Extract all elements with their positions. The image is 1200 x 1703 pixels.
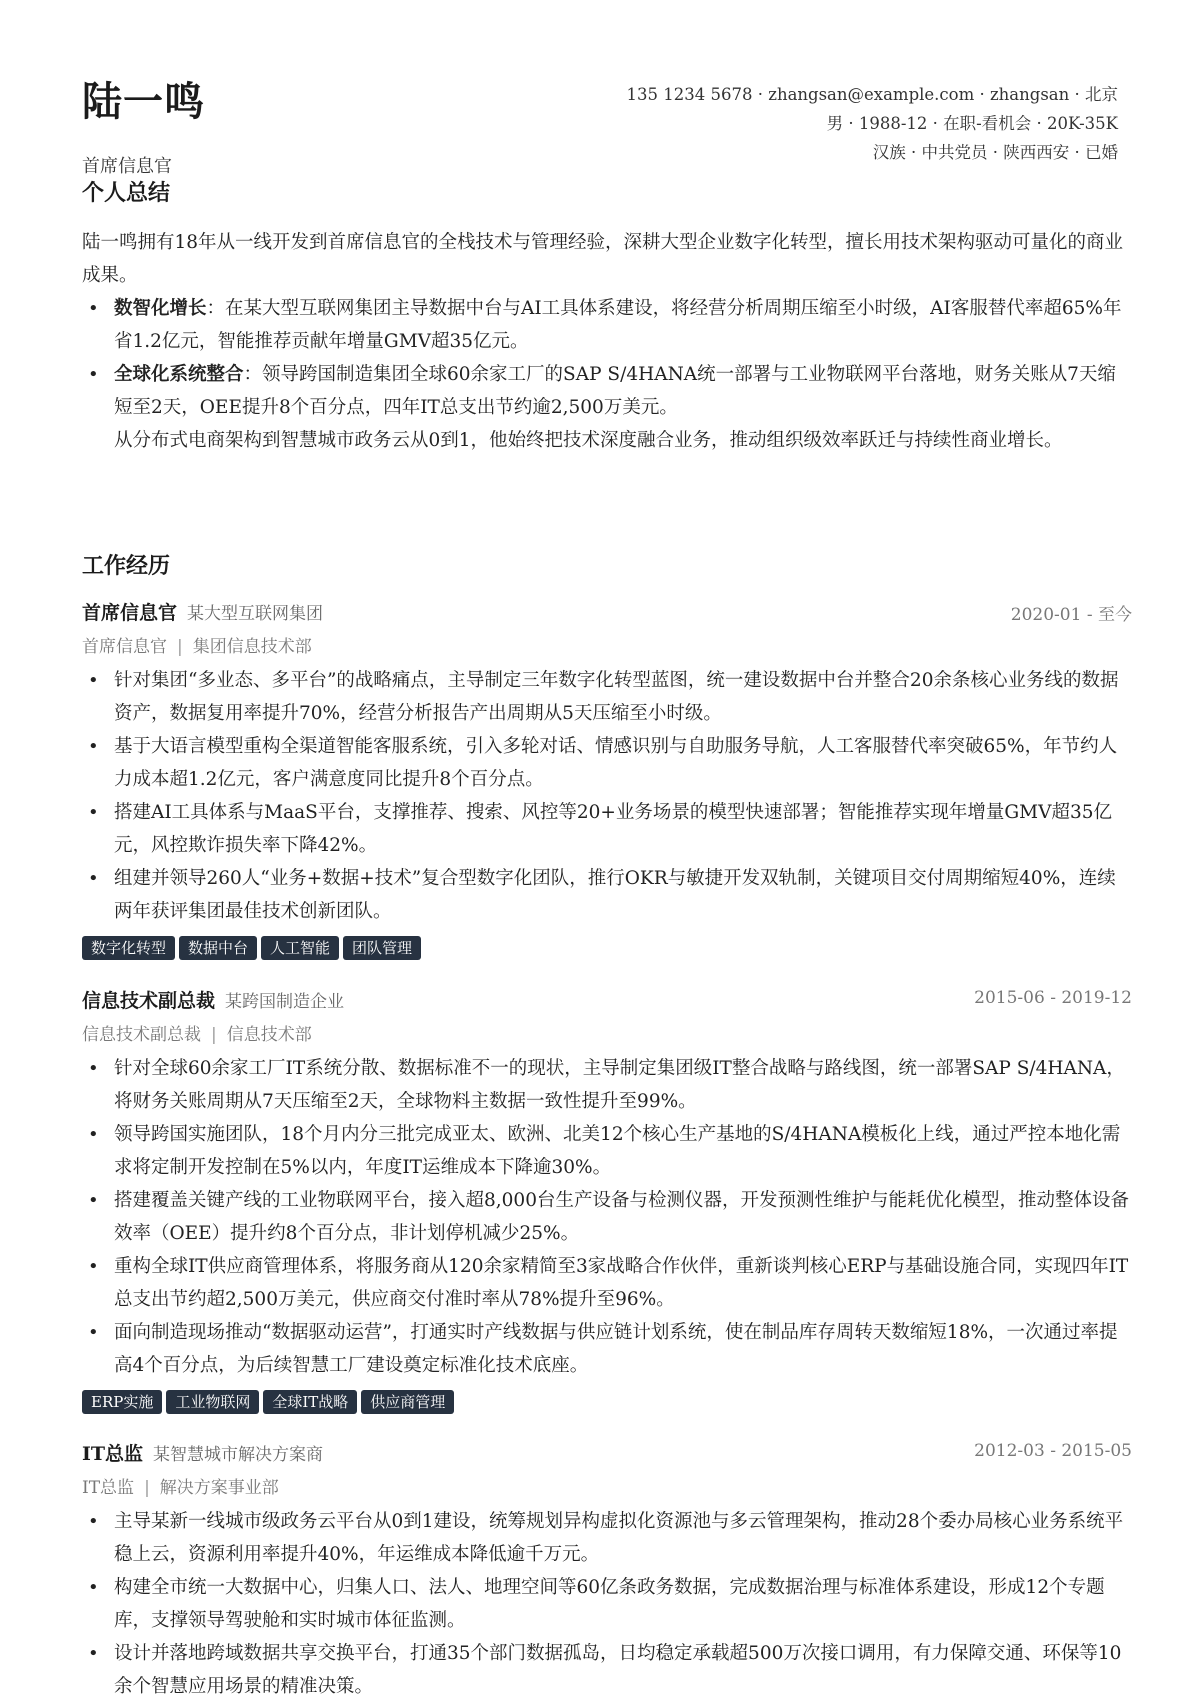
job-department: 集团信息技术部: [192, 637, 312, 657]
job-header: [82, 986, 1132, 1018]
job-bullet: • 重构全球IT供应商管理体系，将服务商从120余家精简至3家战略合作伙伴，重新谈判核心ERP与基础设施合同，实现四年IT总支出节约超2,500万美元，供应商交付准时率从78%提升至96%。: [82, 1250, 1132, 1316]
job-date: 2020-01 - 至今: [1010, 605, 1132, 625]
skill-tag: 团队管理: [343, 936, 421, 960]
bullet-label: 全球化系统整合: [114, 364, 244, 385]
skill-tag: 数据中台: [179, 936, 257, 960]
work-heading: 工作经历: [82, 553, 171, 579]
job-bullet: • 搭建覆盖关键产线的工业物联网平台，接入超8,000台生产设备与检测仪器，开发预测性维护与能耗优化模型，推动整体设备效率（OEE）提升约8个百分点，非计划停机减少25%。: [82, 1184, 1132, 1250]
summary-bullets: [82, 292, 1132, 424]
candidate-name: 陆一鸣: [82, 78, 205, 125]
contact-line: 汉族 · 中共党员 · 陕西西安 · 已婚: [872, 143, 1118, 162]
contact-info: [627, 80, 1118, 167]
summary-bullet: [82, 358, 1132, 424]
job-role: 信息技术副总裁: [82, 1025, 201, 1045]
skill-tag: 供应商管理: [361, 1390, 454, 1414]
separator: |: [144, 1478, 150, 1498]
separator: |: [177, 637, 183, 657]
skill-tag: 数字化转型: [82, 936, 175, 960]
job-date: 2015-06 - 2019-12: [974, 988, 1132, 1008]
skill-tag: 全球IT战略: [263, 1390, 357, 1414]
job-bullet: • 领导跨国实施团队，18个月内分三批完成亚太、欧洲、北美12个核心生产基地的S/4HANA模板化上线，通过严控本地化需求将定制开发控制在5%以内，年度IT运维成本下降逾30%。: [82, 1118, 1132, 1184]
job-bullet: • 组建并领导260人“业务+数据+技术”复合型数字化团队，推行OKR与敏捷开发双轨制，关键项目交付周期缩短40%，连续两年获评集团最佳技术创新团队。: [82, 862, 1132, 928]
separator: |: [211, 1025, 217, 1045]
job-header: [82, 598, 1132, 630]
job-entry: [82, 986, 1132, 1418]
job-bullet: • 面向制造现场推动“数据驱动运营”，打通实时产线数据与供应链计划系统，使在制品库存周转天数缩短18%，一次通过率提高4个百分点，为后续智慧工厂建设奠定标准化技术底座。: [82, 1316, 1132, 1382]
summary-section: [82, 226, 1132, 457]
job-role: 首席信息官: [82, 637, 167, 657]
summary-intro: 陆一鸣拥有18年从一线开发到首席信息官的全栈技术与管理经验，深耕大型企业数字化转型，擅长用技术架构驱动可量化的商业成果。: [82, 232, 1124, 286]
job-bullet: • 针对全球60余家工厂IT系统分散、数据标准不一的现状，主导制定集团级IT整合战略与路线图，统一部署SAP S/4HANA，将财务关账周期从7天压缩至2天，全球物料主数据一致性提升至99%。: [82, 1052, 1132, 1118]
contact-line: 男 · 1988-12 · 在职-看机会 · 20K-35K: [826, 114, 1118, 133]
job-subtitle: [82, 630, 1132, 664]
job-date: 2012-03 - 2015-05: [974, 1441, 1132, 1461]
job-bullets: [82, 664, 1132, 928]
job-title: IT总监: [82, 1443, 144, 1465]
skill-tag: 人工智能: [261, 936, 339, 960]
job-role: IT总监: [82, 1478, 135, 1498]
job-company: 某跨国制造企业: [225, 992, 345, 1012]
skill-tags: [82, 1390, 1132, 1418]
job-company: 某大型互联网集团: [187, 604, 324, 624]
job-title: 信息技术副总裁: [82, 990, 216, 1012]
job-bullets: [82, 1052, 1132, 1382]
job-entry: [82, 1439, 1132, 1703]
job-bullet: • 设计并落地跨域数据共享交换平台，打通35个部门数据孤岛，日均稳定承载超500万次接口调用，有力保障交通、环保等10余个智慧应用场景的精准决策。: [82, 1637, 1132, 1703]
bullet-label: 数智化增长: [114, 298, 207, 319]
skill-tags: [82, 936, 1132, 964]
job-bullets: [82, 1505, 1132, 1703]
summary-heading: 个人总结: [82, 180, 171, 206]
contact-line: 135 1234 5678 · zhangsan@example.com · zhangsan · 北京: [626, 85, 1118, 104]
job-company: 某智慧城市解决方案商: [153, 1445, 324, 1465]
job-bullet: • 搭建AI工具体系与MaaS平台，支撑推荐、搜索、风控等20+业务场景的模型快速部署；智能推荐实现年增量GMV超35亿元，风控欺诈损失率下降42%。: [82, 796, 1132, 862]
job-header: [82, 1439, 1132, 1471]
skill-tag: ERP实施: [82, 1390, 162, 1414]
job-department: 解决方案事业部: [159, 1478, 279, 1498]
job-department: 信息技术部: [226, 1025, 312, 1045]
skill-tag: 工业物联网: [166, 1390, 259, 1414]
job-entry: [82, 598, 1132, 964]
job-bullet: • 主导某新一线城市级政务云平台从0到1建设，统筹规划异构虚拟化资源池与多云管理架构，推动28个委办局核心业务系统平稳上云，资源利用率提升40%，年运维成本降低逾千万元。: [82, 1505, 1132, 1571]
job-bullet: • 针对集团“多业态、多平台”的战略痛点，主导制定三年数字化转型蓝图，统一建设数据中台并整合20余条核心业务线的数据资产，数据复用率提升70%，经营分析报告产出周期从5天压缩至小时级。: [82, 664, 1132, 730]
job-bullet: • 基于大语言模型重构全渠道智能客服系统，引入多轮对话、情感识别与自助服务导航，人工客服替代率突破65%，年节约人力成本超1.2亿元，客户满意度同比提升8个百分点。: [82, 730, 1132, 796]
candidate-title: 首席信息官: [82, 156, 172, 177]
job-subtitle: [82, 1471, 1132, 1505]
summary-bullet: [82, 292, 1132, 358]
job-bullet: • 构建全市统一大数据中心，归集人口、法人、地理空间等60亿条政务数据，完成数据治理与标准体系建设，形成12个专题库，支撑领导驾驶舱和实时城市体征监测。: [82, 1571, 1132, 1637]
bullet-text: ：领导跨国制造集团全球60余家工厂的SAP S/4HANA统一部署与工业物联网平台落地，财务关账从7天缩短至2天，OEE提升8个百分点，四年IT总支出节约逾2,500万美元。: [114, 364, 1116, 418]
job-subtitle: [82, 1018, 1132, 1052]
summary-closing: 从分布式电商架构到智慧城市政务云从0到1，他始终把技术深度融合业务，推动组织级效率跃迁与持续性商业增长。: [114, 430, 1063, 451]
job-title: 首席信息官: [82, 602, 178, 624]
bullet-text: ：在某大型互联网集团主导数据中台与AI工具体系建设，将经营分析周期压缩至小时级，AI客服替代率超65%年省1.2亿元，智能推荐贡献年增量GMV超35亿元。: [114, 298, 1122, 352]
resume-header: [82, 76, 1118, 176]
